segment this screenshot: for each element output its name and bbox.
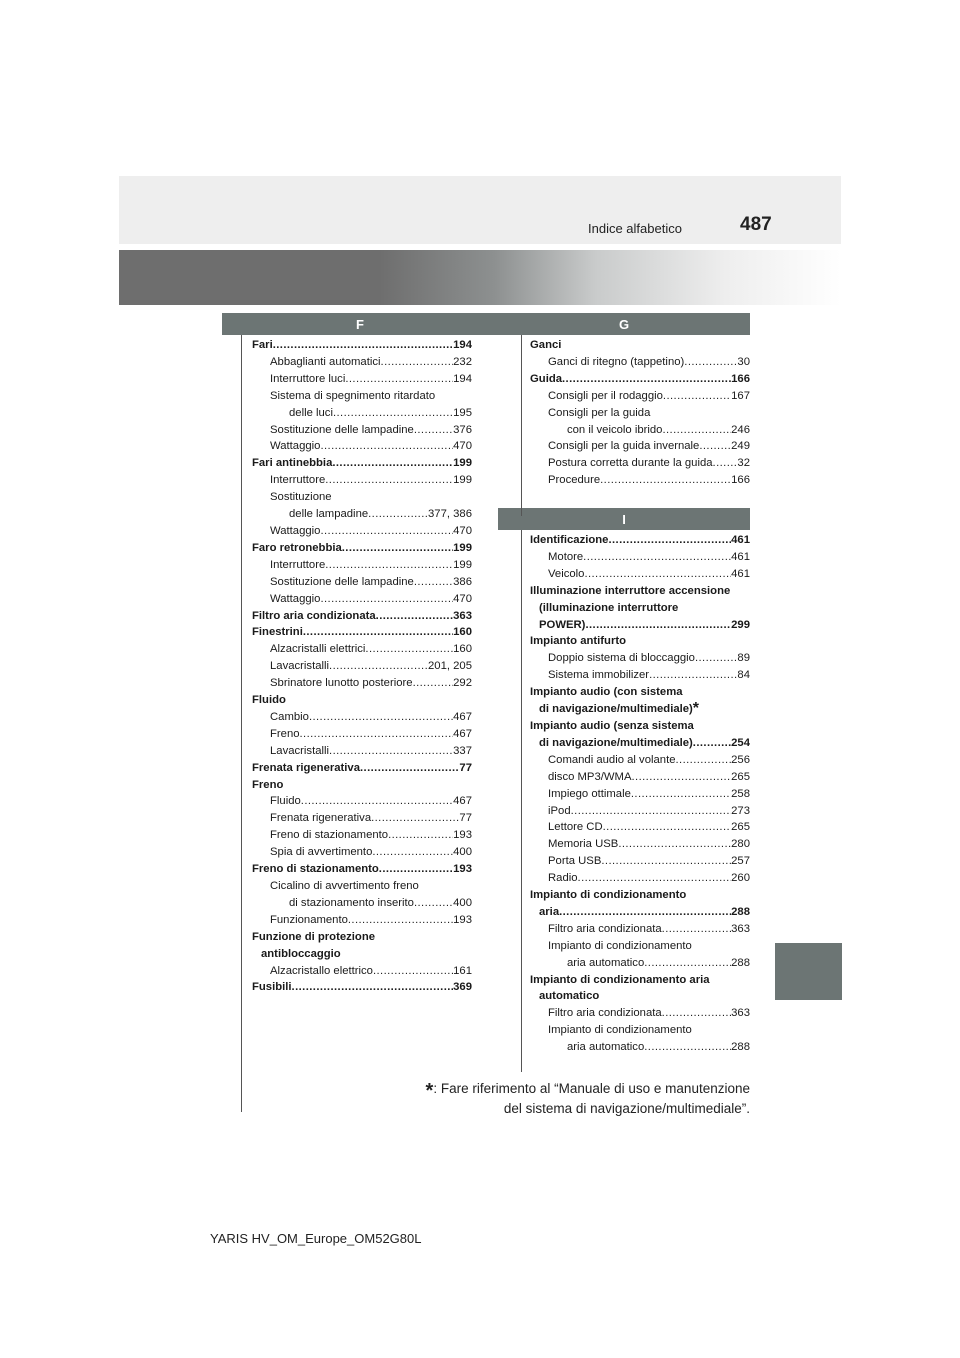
- index-entry-label: Impianto di condizionamento: [548, 939, 692, 952]
- index-entry-label: aria automatico: [567, 1041, 645, 1054]
- leader-dots: [693, 735, 731, 752]
- index-entry: [252, 692, 472, 709]
- index-entry-page: 461: [731, 567, 750, 580]
- index-entry-label: Wattaggio: [270, 592, 321, 605]
- index-entry-label: di navigazione/multimediale): [539, 703, 693, 716]
- index-entry-page: 160: [453, 626, 472, 639]
- index-entry: [530, 617, 750, 634]
- index-entry: [252, 844, 472, 861]
- index-entry-page: 249: [731, 440, 750, 453]
- leader-dots: [618, 836, 731, 853]
- index-entry-label: Porta USB: [548, 855, 602, 868]
- index-entry-label: Freno di stazionamento: [252, 863, 379, 876]
- index-entry-page: 199: [453, 558, 472, 571]
- index-entry: [530, 752, 750, 769]
- leader-dots: [631, 786, 731, 803]
- index-entry: [530, 853, 750, 870]
- index-entry-label: Radio: [548, 872, 578, 885]
- index-entry: [252, 929, 472, 946]
- index-entry-label: Finestrini: [252, 626, 303, 639]
- index-entry: [530, 667, 750, 684]
- index-entry: [530, 422, 750, 439]
- index-entry: [530, 354, 750, 371]
- index-entry-label: Sistema immobilizer: [548, 669, 650, 682]
- index-entry: [530, 1005, 750, 1022]
- index-entry-page: 467: [453, 727, 472, 740]
- index-entry-label: Impianto audio (con sistema: [530, 686, 683, 699]
- index-entry: [252, 777, 472, 794]
- index-entry-label: Impianto di condizionamento aria: [530, 973, 710, 986]
- index-entry-page: 386: [453, 575, 472, 588]
- index-entry: [530, 388, 750, 405]
- leader-dots: [273, 337, 453, 354]
- index-entry-label: Lettore CD: [548, 821, 603, 834]
- index-entry-page: 467: [453, 710, 472, 723]
- index-entry-page: 232: [453, 355, 472, 368]
- leader-dots: [360, 760, 459, 777]
- index-entry-label: con il veicolo ibrido: [567, 423, 663, 436]
- index-entry-page: 193: [453, 829, 472, 842]
- leader-dots: [379, 861, 453, 878]
- index-entry-label: Illuminazione interruttore accensione: [530, 584, 731, 597]
- index-entry: [252, 591, 472, 608]
- chapter-side-tab: [775, 943, 842, 1000]
- index-entry-page: 89: [737, 652, 750, 665]
- leader-dots: [300, 726, 454, 743]
- index-entry: [530, 650, 750, 667]
- index-entry-page: 32: [737, 457, 750, 470]
- index-entry-page: 363: [453, 609, 472, 622]
- leader-dots: [368, 506, 428, 523]
- index-entry-page: 199: [453, 474, 472, 487]
- leader-dots: [320, 438, 453, 455]
- leader-dots: [603, 819, 732, 836]
- index-entry: [530, 472, 750, 489]
- index-entry-label: Memoria USB: [548, 838, 619, 851]
- section-title: Indice alfabetico: [588, 221, 682, 236]
- footnote-star: *: [425, 1080, 434, 1102]
- letter-header-i: I: [498, 508, 750, 530]
- index-entry-page: 265: [731, 821, 750, 834]
- index-entry-label: Funzione di protezione: [252, 930, 376, 943]
- index-entry-page: 195: [453, 406, 472, 419]
- page-number: 487: [740, 214, 772, 235]
- index-entry-label: Funzionamento: [270, 913, 348, 926]
- index-entry-label: POWER): [539, 618, 586, 631]
- index-entry-page: 166: [731, 474, 750, 487]
- index-entry-page: 160: [453, 643, 472, 656]
- index-entry: [252, 624, 472, 641]
- index-entry: [530, 684, 750, 701]
- leader-dots: [325, 472, 453, 489]
- index-entry-label: Procedure: [548, 474, 601, 487]
- leader-dots: [309, 709, 453, 726]
- index-entry: [252, 608, 472, 625]
- index-entry-label: Interruttore: [270, 474, 326, 487]
- index-entry-page: 377, 386: [428, 508, 472, 521]
- leader-dots: [676, 752, 732, 769]
- index-entry: [252, 641, 472, 658]
- index-entry-label: Faro retronebbia: [252, 541, 342, 554]
- leader-dots: [684, 354, 737, 371]
- index-entry: [530, 566, 750, 583]
- column-divider-i: [521, 530, 522, 1072]
- leader-dots: [345, 371, 453, 388]
- index-entry-label: Alzacristallo elettrico: [270, 964, 373, 977]
- index-column-g: [530, 337, 750, 489]
- index-entry: [252, 354, 472, 371]
- footnote: [426, 1080, 750, 1118]
- index-entry: [252, 540, 472, 557]
- index-entry: [530, 887, 750, 904]
- leader-dots: [325, 557, 453, 574]
- index-entry: [530, 955, 750, 972]
- index-entry-label: Postura corretta durante la guida: [548, 457, 713, 470]
- index-entry-page: 166: [731, 372, 750, 385]
- leader-dots: [371, 810, 459, 827]
- index-entry-page: 77: [459, 761, 472, 774]
- index-entry-page: 256: [731, 753, 750, 766]
- index-entry-label: Fluido: [252, 694, 286, 707]
- leader-dots: [414, 895, 453, 912]
- leader-dots: [332, 455, 453, 472]
- index-entry-label: Veicolo: [548, 567, 585, 580]
- index-entry-label: Sistema di spegnimento ritardato: [270, 389, 436, 402]
- index-entry: [530, 938, 750, 955]
- index-entry: [530, 718, 750, 735]
- leader-dots: [413, 675, 454, 692]
- index-entry-label: Impianto di condizionamento: [530, 889, 687, 902]
- index-entry-label: Impianto audio (senza sistema: [530, 719, 694, 732]
- index-entry: [530, 972, 750, 989]
- leader-dots: [601, 853, 731, 870]
- index-entry: [530, 455, 750, 472]
- index-entry-label: Interruttore: [270, 558, 326, 571]
- index-entry-label: Sostituzione delle lampadine: [270, 575, 414, 588]
- index-entry-page: 288: [731, 956, 750, 969]
- leader-dots: [649, 667, 737, 684]
- index-entry-label: Doppio sistema di bloccaggio: [548, 652, 695, 665]
- index-entry-page: 30: [737, 355, 750, 368]
- index-entry-page: 199: [453, 541, 472, 554]
- index-entry: [252, 709, 472, 726]
- index-entry-page: 260: [731, 872, 750, 885]
- leader-dots: [663, 388, 731, 405]
- index-entry-label: delle luci: [289, 406, 333, 419]
- index-entry: [530, 819, 750, 836]
- index-entry: [252, 557, 472, 574]
- index-entry: [252, 878, 472, 895]
- leader-dots: [388, 827, 453, 844]
- index-entry-label: Filtro aria condizionata: [548, 1007, 662, 1020]
- index-entry-label: Freno: [270, 727, 300, 740]
- leader-dots: [329, 743, 453, 760]
- index-entry: [252, 506, 472, 523]
- index-entry-page: 288: [731, 905, 750, 918]
- leader-dots: [414, 422, 453, 439]
- index-entry: [252, 963, 472, 980]
- index-entry-page: 461: [731, 550, 750, 563]
- index-entry-page: 337: [453, 744, 472, 757]
- index-entry: [530, 988, 750, 1005]
- index-entry: [252, 337, 472, 354]
- index-entry-label: Identificazione: [530, 534, 609, 546]
- index-entry-label: Impianto di condizionamento: [548, 1024, 692, 1037]
- index-entry-label: Sostituzione delle lampadine: [270, 423, 414, 436]
- index-entry-page: 467: [453, 795, 472, 808]
- index-entry: [252, 726, 472, 743]
- index-entry: [530, 371, 750, 388]
- index-entry: [530, 769, 750, 786]
- index-entry-page: 193: [453, 863, 472, 876]
- leader-dots: [585, 617, 731, 634]
- index-entry-page: 292: [453, 677, 472, 690]
- index-entry: [530, 633, 750, 650]
- column-divider-left: [241, 335, 242, 1112]
- index-entry: [252, 946, 472, 963]
- index-entry: [530, 786, 750, 803]
- index-entry: [252, 793, 472, 810]
- index-column-f: [252, 337, 472, 996]
- leader-dots: [292, 979, 454, 996]
- index-entry-label: Sbrinatore lunotto posteriore: [270, 677, 413, 690]
- leader-dots: [301, 793, 453, 810]
- index-column-i: [530, 532, 750, 1056]
- index-entry-label: Fusibili: [252, 981, 292, 994]
- index-entry: [530, 1022, 750, 1039]
- index-entry: [530, 405, 750, 422]
- letter-header-g: G: [498, 313, 750, 335]
- leader-dots: [583, 549, 731, 566]
- index-entry-label: Wattaggio: [270, 524, 321, 537]
- index-entry-label: Consigli per il rodaggio: [548, 389, 663, 402]
- index-entry: [530, 701, 750, 718]
- index-entry: [530, 921, 750, 938]
- index-entry: [530, 735, 750, 752]
- index-entry: [252, 489, 472, 506]
- index-entry-label: Fluido: [270, 795, 301, 808]
- index-entry: [530, 600, 750, 617]
- index-entry: [252, 895, 472, 912]
- index-entry: [530, 803, 750, 820]
- index-entry-page: 470: [453, 592, 472, 605]
- leader-dots: [365, 641, 453, 658]
- index-entry: [252, 523, 472, 540]
- index-entry-page: 470: [453, 440, 472, 453]
- index-entry-page: 363: [731, 1007, 750, 1020]
- leader-dots: [372, 844, 453, 861]
- index-entry-label: aria automatico: [567, 956, 645, 969]
- index-entry-page: 400: [453, 896, 472, 909]
- index-entry-label: Cicalino di avvertimento freno: [270, 880, 419, 892]
- header-gradient-bar: [119, 250, 841, 305]
- index-entry-label: Lavacristalli: [270, 660, 330, 673]
- index-entry-page: 201, 205: [428, 660, 472, 673]
- index-entry-page: 299: [731, 618, 750, 631]
- leader-dots: [333, 405, 453, 422]
- index-entry-label: Ganci: [530, 339, 562, 351]
- leader-dots: [644, 955, 731, 972]
- index-entry-label: Alzacristalli elettrici: [270, 643, 366, 656]
- leader-dots: [662, 422, 731, 439]
- index-entry-label: Impiego ottimale: [548, 787, 631, 800]
- index-entry-label: delle lampadine: [289, 508, 369, 521]
- index-entry-page: 363: [731, 922, 750, 935]
- document-code: YARIS HV_OM_Europe_OM52G80L: [210, 1231, 422, 1246]
- leader-dots: [342, 540, 453, 557]
- leader-dots: [713, 455, 738, 472]
- leader-dots: [329, 658, 428, 675]
- index-entry: [252, 405, 472, 422]
- index-entry-label: Freno di stazionamento: [270, 829, 389, 842]
- leader-dots: [320, 591, 453, 608]
- index-entry: [530, 549, 750, 566]
- leader-dots: [559, 904, 731, 921]
- index-entry-label: di stazionamento inserito: [289, 896, 414, 909]
- index-entry-page: 288: [731, 1041, 750, 1054]
- index-entry-page: 77: [459, 812, 472, 825]
- index-entry-label: Sostituzione: [270, 491, 332, 504]
- index-entry-page: 376: [453, 423, 472, 436]
- index-entry: [252, 979, 472, 996]
- index-entry: [252, 743, 472, 760]
- index-entry-label: di navigazione/multimediale): [539, 736, 693, 749]
- index-entry-label: Impianto antifurto: [530, 635, 627, 648]
- index-entry-label: disco MP3/WMA: [548, 770, 632, 783]
- index-entry-page: 470: [453, 524, 472, 537]
- index-entry-label: Abbaglianti automatici: [270, 355, 381, 368]
- index-entry-page: 461: [731, 534, 750, 546]
- leader-dots: [584, 566, 731, 583]
- leader-dots: [600, 472, 731, 489]
- index-entry: [530, 836, 750, 853]
- index-entry-label: Fari: [252, 339, 273, 351]
- index-entry: [530, 532, 750, 549]
- index-entry-label: automatico: [539, 990, 600, 1003]
- index-entry-page: 199: [453, 457, 472, 470]
- index-entry-label: Comandi audio al volante: [548, 753, 676, 766]
- leader-dots: [632, 769, 732, 786]
- footnote-line-1: : Fare riferimento al “Manuale di uso e manutenzione: [433, 1081, 750, 1096]
- column-divider-g: [521, 335, 522, 516]
- leader-dots: [381, 354, 454, 371]
- index-entry-page: 369: [453, 981, 472, 994]
- index-entry-label: aria: [539, 905, 560, 918]
- leader-dots: [695, 650, 737, 667]
- index-entry: [530, 1039, 750, 1056]
- footnote-marker: *: [692, 700, 700, 718]
- index-entry-label: Filtro aria condizionata: [548, 922, 662, 935]
- index-entry-label: (illuminazione interruttore: [539, 601, 679, 614]
- footnote-line-2: del sistema di navigazione/multimediale”.: [503, 1101, 750, 1116]
- index-entry-page: 400: [453, 846, 472, 859]
- index-entry: [252, 658, 472, 675]
- index-entry-page: 257: [731, 855, 750, 868]
- leader-dots: [644, 1039, 731, 1056]
- leader-dots: [608, 532, 731, 549]
- leader-dots: [303, 624, 453, 641]
- header-band: [119, 176, 841, 244]
- index-entry-page: 258: [731, 787, 750, 800]
- index-entry: [252, 422, 472, 439]
- index-entry-label: Lavacristalli: [270, 744, 330, 757]
- index-entry-label: Spia di avvertimento: [270, 846, 373, 859]
- index-entry-page: 194: [453, 339, 472, 351]
- leader-dots: [373, 963, 453, 980]
- index-entry-page: 161: [453, 964, 472, 977]
- index-entry-label: Fari antinebbia: [252, 457, 333, 470]
- index-entry: [252, 371, 472, 388]
- leader-dots: [376, 608, 453, 625]
- index-entry-page: 254: [731, 736, 750, 749]
- index-entry-label: Guida: [530, 372, 563, 385]
- index-entry-label: Wattaggio: [270, 440, 321, 453]
- index-entry: [252, 810, 472, 827]
- index-entry-label: Motore: [548, 550, 584, 563]
- index-entry: [252, 438, 472, 455]
- index-entry-label: Filtro aria condizionata: [252, 609, 376, 622]
- index-entry-label: iPod: [548, 804, 571, 817]
- index-entry-label: Frenata rigenerativa: [270, 812, 372, 825]
- index-entry: [252, 472, 472, 489]
- leader-dots: [348, 912, 453, 929]
- index-entry-label: Cambio: [270, 710, 309, 723]
- index-entry: [530, 337, 750, 354]
- index-entry-label: Interruttore luci: [270, 372, 346, 385]
- index-entry-label: Consigli per la guida invernale: [548, 440, 700, 453]
- index-entry-page: 84: [737, 669, 750, 682]
- index-entry-page: 265: [731, 770, 750, 783]
- leader-dots: [571, 803, 732, 820]
- index-entry: [252, 675, 472, 692]
- index-entry: [252, 455, 472, 472]
- index-entry: [530, 438, 750, 455]
- index-entry-page: 273: [731, 804, 750, 817]
- index-entry: [530, 583, 750, 600]
- letter-header-f: F: [222, 313, 498, 335]
- leader-dots: [662, 1005, 731, 1022]
- index-entry: [252, 760, 472, 777]
- index-entry-label: Ganci di ritegno (tappetino): [548, 355, 685, 368]
- index-entry: [530, 904, 750, 921]
- index-entry: [530, 870, 750, 887]
- index-entry: [252, 388, 472, 405]
- index-entry-page: 246: [731, 423, 750, 436]
- index-entry: [252, 827, 472, 844]
- index-entry-page: 194: [453, 372, 472, 385]
- leader-dots: [320, 523, 453, 540]
- index-entry-label: Frenata rigenerativa: [252, 761, 360, 774]
- index-entry-label: Consigli per la guida: [548, 406, 651, 419]
- index-entry-label: Freno: [252, 778, 284, 791]
- leader-dots: [414, 574, 453, 591]
- leader-dots: [578, 870, 732, 887]
- index-entry: [252, 574, 472, 591]
- leader-dots: [662, 921, 731, 938]
- leader-dots: [699, 438, 731, 455]
- index-entry-page: 280: [731, 838, 750, 851]
- index-entry-label: antibloccaggio: [261, 947, 341, 960]
- index-entry: [252, 861, 472, 878]
- index-entry-page: 193: [453, 913, 472, 926]
- index-entry: [252, 912, 472, 929]
- index-entry-page: 167: [731, 389, 750, 402]
- leader-dots: [562, 371, 731, 388]
